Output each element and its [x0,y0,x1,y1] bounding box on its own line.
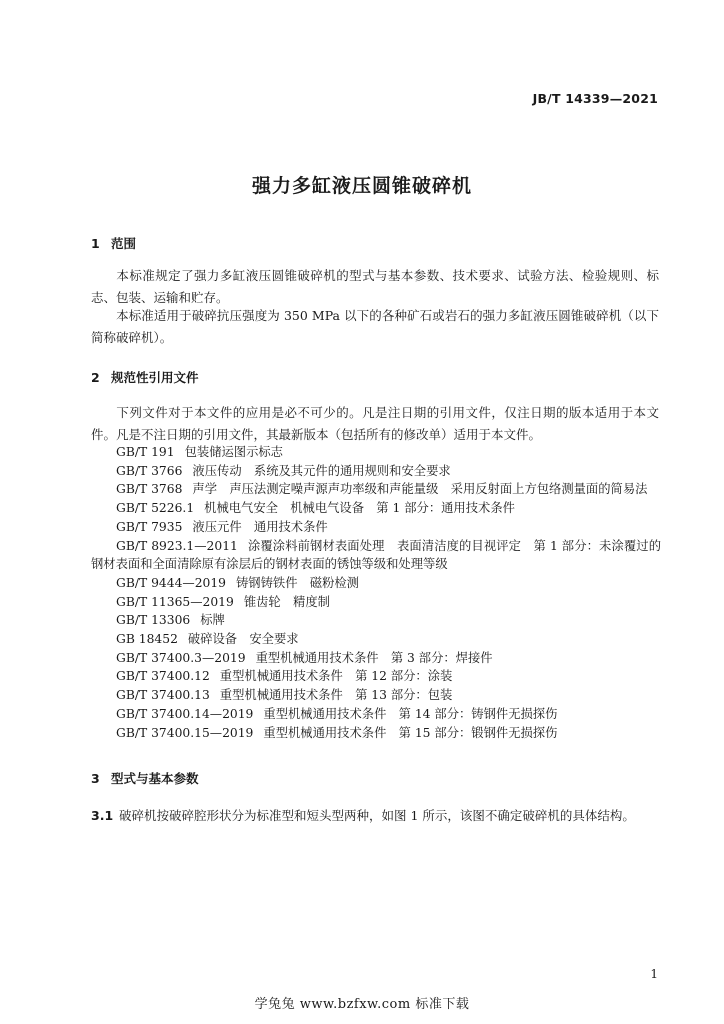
reference-code: GB/T 3768 [116,482,183,497]
document-title: 强力多缸液压圆锥破碎机 [251,175,472,197]
reference-title: 重型机械通用技术条件 第 15 部分：锻钢件无损探伤 [263,725,558,740]
section-1-heading [91,234,136,252]
reference-title: 重型机械通用技术条件 第 14 部分：铸钢件无损探伤 [263,706,558,721]
section-2-intro [91,402,659,445]
reference-title: 液压元件 通用技术条件 [192,519,328,534]
reference-item [91,537,661,574]
section-3-title: 型式与基本参数 [111,771,199,786]
reference-code: GB/T 191 [116,445,175,459]
reference-title: 重型机械通用技术条件 第 3 部分：焊接件 [255,650,493,665]
section-2-title: 规范性引用文件 [111,370,199,385]
reference-item [91,630,661,649]
reference-title: 涂覆涂料前钢材表面处理 表面清洁度的目视评定 第 1 部分：未涂覆过的钢材表面和全面清除原有涂层后的钢材表面的锈蚀等级和处理等级 [91,538,661,572]
reference-title: 液压传动 系统及其元件的通用规则和安全要求 [192,463,451,478]
reference-title: 机械电气安全 机械电气设备 第 1 部分：通用技术条件 [204,501,515,516]
section-2-heading [91,368,199,386]
reference-item [91,574,661,593]
standard-number: JB/T 14339—2021 [532,91,658,106]
reference-item [91,443,661,462]
section-2-number: 2 [91,370,100,385]
reference-code: GB/T 9444—2019 [116,575,226,590]
section-1-paragraph-2 [91,305,659,348]
reference-title: 包装储运图示标志 [184,445,283,459]
reference-item [91,462,661,481]
section-3-number: 3 [91,771,100,786]
reference-code: GB/T 13306 [116,613,191,628]
reference-item [91,593,661,612]
reference-item [91,480,661,499]
reference-title: 破碎设备 安全要求 [187,632,299,647]
section-1-paragraph-1 [91,265,659,308]
reference-code: GB/T 37400.14—2019 [116,706,254,721]
reference-item [91,499,661,518]
section-1-paragraph-1-text: 本标准规定了强力多缸液压圆锥破碎机的型式与基本参数、技术要求、试验方法、检验规则、标志、包装、运输和贮存。 [91,268,659,305]
reference-list [91,443,661,742]
reference-code: GB/T 37400.13 [116,688,210,703]
reference-code: GB/T 11365—2019 [116,594,234,609]
reference-code: GB 18452 [116,632,178,647]
reference-title: 重型机械通用技术条件 第 13 部分：包装 [219,688,453,703]
reference-code: GB/T 8923.1—2011 [116,538,238,553]
reference-item [91,724,661,743]
reference-code: GB/T 7935 [116,519,183,534]
reference-title: 标牌 [200,613,225,628]
reference-item [91,686,661,705]
reference-item [91,518,661,537]
clause-text: 破碎机按破碎腔形状分为标准型和短头型两种，如图 1 所示，该图不确定破碎机的具体结构。 [119,808,635,823]
reference-code: GB/T 37400.12 [116,669,210,684]
section-1-title: 范围 [111,236,137,251]
page-number: 1 [650,967,658,981]
reference-title: 锥齿轮 精度制 [243,594,330,609]
reference-item [91,667,661,686]
reference-code: GB/T 37400.15—2019 [116,725,254,740]
reference-title: 重型机械通用技术条件 第 12 部分：涂装 [219,669,453,684]
reference-item [91,705,661,724]
reference-title: 铸钢铸铁件 磁粉检测 [236,575,359,590]
reference-code: GB/T 3766 [116,463,183,478]
section-2-intro-text: 下列文件对于本文件的应用是必不可少的。凡是注日期的引用文件，仅注日期的版本适用于本文件。凡是不注日期的引用文件，其最新版本（包括所有的修改单）适用于本文件。 [91,405,659,442]
reference-item [91,649,661,668]
reference-title: 声学 声压法测定噪声源声功率级和声能量级 采用反射面上方包络测量面的简易法 [192,482,648,497]
watermark-footer: 学兔兔 www.bzfxw.com 标准下载 [254,997,470,1012]
section-1-number: 1 [91,236,100,251]
clause-3-1 [91,806,635,824]
reference-code: GB/T 5226.1 [116,501,195,516]
section-3-heading [91,769,199,787]
reference-item [91,611,661,630]
reference-code: GB/T 37400.3—2019 [116,650,246,665]
section-1-paragraph-2-text: 本标准适用于破碎抗压强度为 350 MPa 以下的各种矿石或岩石的强力多缸液压圆锥破碎机（以下简称破碎机）。 [91,308,659,345]
clause-number: 3.1 [91,808,114,823]
